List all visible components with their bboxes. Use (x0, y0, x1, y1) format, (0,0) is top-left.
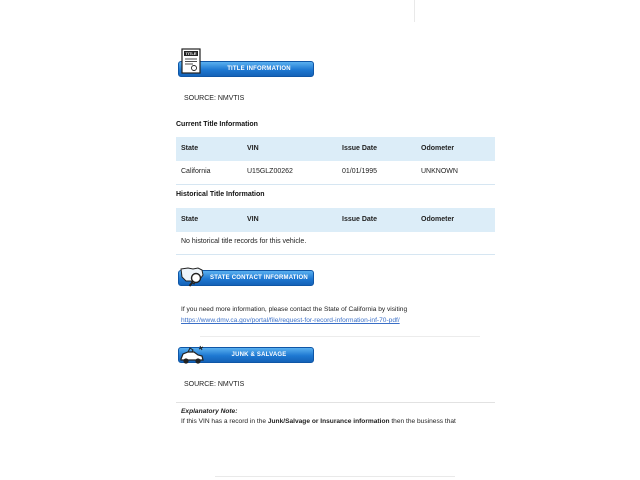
cell-vin: U15GLZ00262 (247, 168, 293, 175)
section-divider (200, 336, 480, 337)
column-state: State (181, 216, 199, 223)
banner-label: JUNK & SALVAGE INFORMATION (231, 352, 287, 372)
cell-state: California (181, 168, 211, 175)
note-bold: Junk/Salvage or Insurance information (267, 418, 390, 425)
historical-empty-message: No historical title records for this vehicle. (181, 238, 307, 245)
note-prefix: If this VIN has a record in the (181, 418, 268, 425)
junk-salvage-banner (178, 347, 314, 372)
junk-salvage-source: SOURCE: NMVTIS (184, 381, 245, 388)
section-divider (176, 402, 495, 403)
us-map-magnifier-icon (179, 263, 205, 289)
title-information-banner (178, 51, 314, 77)
title-source: SOURCE: NMVTIS (184, 95, 245, 102)
banner-label: STATE CONTACT INFORMATION (210, 275, 308, 281)
wrecked-car-icon (179, 342, 205, 368)
historical-title-heading: Historical Title Information (176, 191, 265, 198)
state-contact-text: If you need more information, please contact the State of California by visiting (181, 306, 408, 313)
state-contact-banner (178, 270, 314, 286)
current-title-heading: Current Title Information (176, 121, 258, 128)
title-document-icon (179, 48, 205, 74)
table-divider (176, 184, 495, 185)
table-divider (176, 254, 495, 255)
current-title-table-header (176, 137, 495, 161)
column-issue-date: Issue Date (342, 145, 378, 152)
explanatory-note-label: Explanatory Note: (181, 408, 238, 415)
column-issue-date: Issue Date (342, 216, 378, 223)
cell-odometer: UNKNOWN (421, 168, 458, 175)
cell-issue-date: 01/01/1995 (342, 168, 378, 175)
explanatory-note-text (181, 418, 456, 425)
scan-edge-line (215, 476, 455, 477)
column-odometer: Odometer (421, 216, 455, 223)
column-vin: VIN (247, 216, 259, 223)
banner-label: TITLE INFORMATION (227, 66, 291, 72)
column-state: State (181, 145, 199, 152)
dmv-record-request-link[interactable]: https://www.dmv.ca.gov/portal/file/request-for-record-information-inf-70-pdf/ (181, 317, 400, 324)
column-odometer: Odometer (421, 145, 455, 152)
scan-edge-line (414, 0, 415, 22)
historical-title-table-header (176, 208, 495, 232)
svg-text:TITLE: TITLE (185, 51, 197, 57)
column-vin: VIN (247, 145, 259, 152)
note-suffix: then the business that (389, 418, 456, 425)
